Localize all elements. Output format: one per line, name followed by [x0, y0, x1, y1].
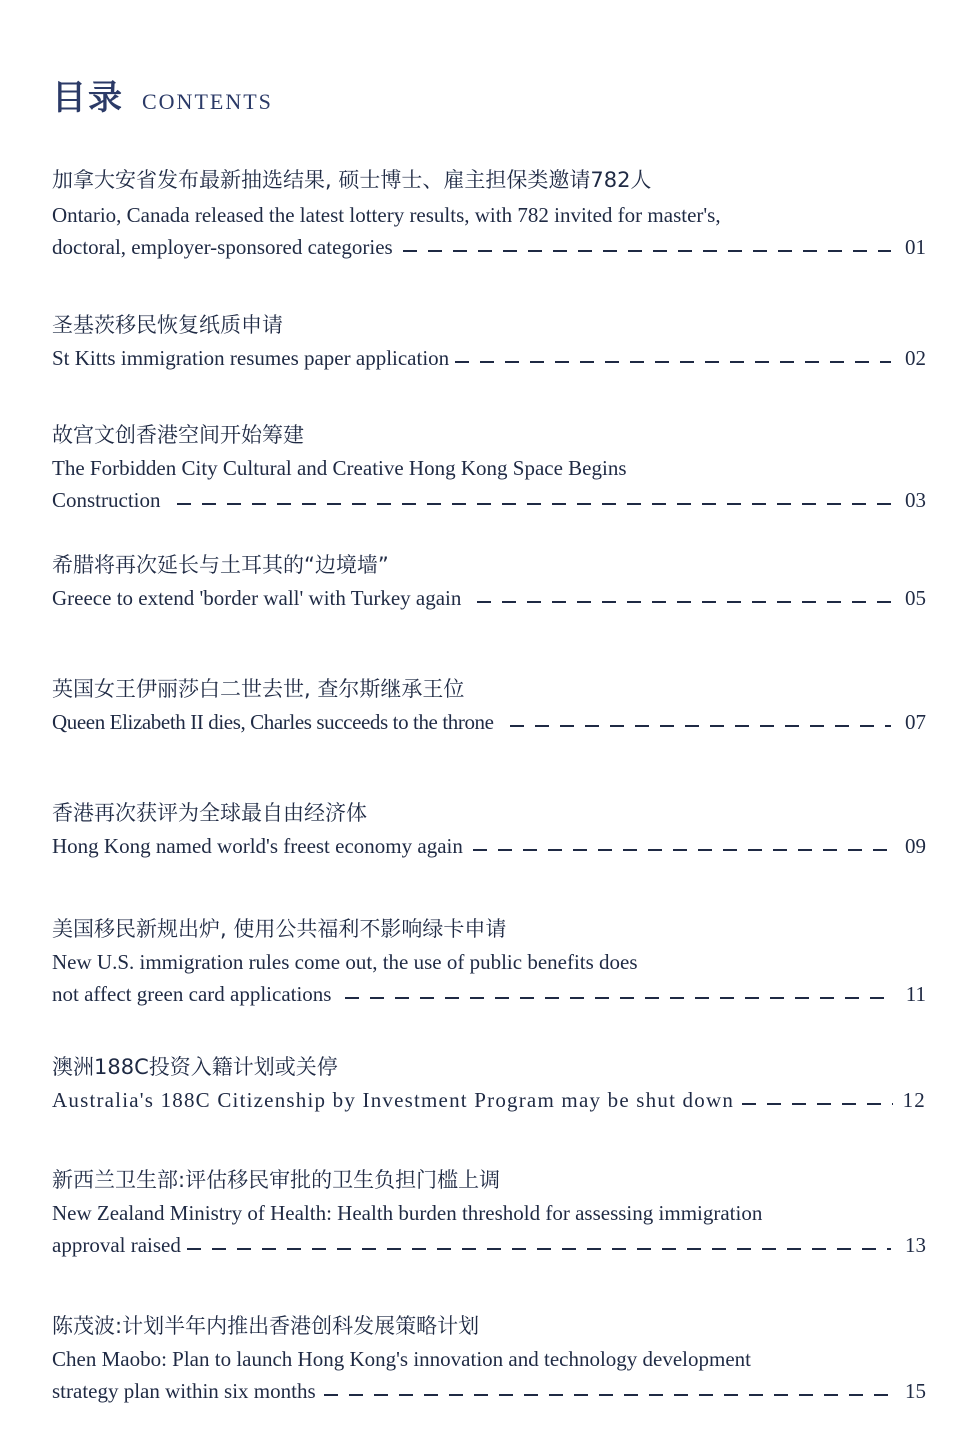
dot-leader [324, 1394, 891, 1396]
page-number: 01 [905, 235, 926, 259]
dot-leader [345, 997, 891, 999]
entry-title-zh: 美国移民新规出炉, 使用公共福利不影响绿卡申请 [52, 917, 507, 941]
entry-title-en: Queen Elizabeth II dies, Charles succeeds to the throne [52, 710, 494, 734]
entry-title-en-last [52, 978, 926, 1010]
toc-entry[interactable] [52, 914, 926, 1010]
toc-entry[interactable] [52, 310, 926, 374]
entry-title-en-line: New Zealand Ministry of Health: Health burden threshold for assessing immigration [52, 1201, 763, 1225]
toc-entry[interactable] [52, 1311, 926, 1407]
page-number: 13 [905, 1233, 926, 1257]
entry-title-en-last [52, 706, 926, 738]
entry-title-en-line: The Forbidden City Cultural and Creative Hong Kong Space Begins [52, 456, 627, 480]
entry-title-zh: 加拿大安省发布最新抽选结果, 硕士博士、雇主担保类邀请782人 [52, 168, 652, 192]
entry-title-en-last [52, 1084, 926, 1116]
entry-title-en: approval raised [52, 1233, 181, 1257]
entry-title-zh: 故宫文创香港空间开始筹建 [52, 423, 304, 447]
page-number: 02 [905, 346, 926, 370]
entry-title-zh: 英国女王伊丽莎白二世去世, 查尔斯继承王位 [52, 677, 465, 701]
page-number: 12 [902, 1088, 926, 1112]
entry-title-zh: 新西兰卫生部:评估移民审批的卫生负担门槛上调 [52, 1168, 501, 1192]
entry-title-en-last [52, 231, 926, 263]
entry-title-zh: 澳洲188C投资入籍计划或关停 [52, 1055, 338, 1079]
page-number: 07 [905, 710, 926, 734]
entry-title-zh: 圣基茨移民恢复纸质申请 [52, 313, 283, 337]
dot-leader [510, 725, 891, 727]
dot-leader [473, 849, 891, 851]
page-number: 15 [905, 1379, 926, 1403]
dot-leader [455, 361, 891, 363]
entry-title-en-last [52, 484, 926, 516]
entry-title-en: St Kitts immigration resumes paper application [52, 346, 450, 370]
entry-title-en-line: Chen Maobo: Plan to launch Hong Kong's innovation and technology development [52, 1347, 752, 1371]
entry-title-en: strategy plan within six months [52, 1379, 316, 1403]
toc-entry[interactable] [52, 420, 926, 516]
toc-entry[interactable] [52, 674, 926, 738]
page-number: 03 [905, 488, 926, 512]
entry-title-zh: 陈茂波:计划半年内推出香港创科发展策略计划 [52, 1314, 480, 1338]
entry-title-en-last [52, 830, 926, 862]
entry-title-en-line: New U.S. immigration rules come out, the use of public benefits does [52, 950, 638, 974]
entry-title-en-last [52, 582, 926, 614]
entry-title-en: not affect green card applications [52, 982, 332, 1006]
toc-entry[interactable] [52, 165, 926, 263]
toc-entry[interactable] [52, 1052, 926, 1116]
toc-entry[interactable] [52, 1165, 926, 1261]
dot-leader [187, 1248, 891, 1250]
entry-title-en: Greece to extend 'border wall' with Turkey again [52, 586, 462, 610]
dot-leader [477, 601, 891, 603]
dot-leader [403, 250, 891, 252]
entry-title-zh: 香港再次获评为全球最自由经济体 [52, 801, 367, 825]
entry-title-en-last [52, 342, 926, 374]
entry-title-en: doctoral, employer-sponsored categories [52, 235, 393, 259]
entry-title-en-last [52, 1375, 926, 1407]
dot-leader [742, 1103, 893, 1105]
page-number: 05 [905, 586, 926, 610]
toc-entry[interactable] [52, 550, 926, 614]
entry-title-en: Australia's 188C Citizenship by Investment Program may be shut down [52, 1088, 735, 1112]
entry-title-en: Hong Kong named world's freest economy again [52, 834, 463, 858]
entry-title-en-line: Ontario, Canada released the latest lottery results, with 782 invited for master's, [52, 203, 721, 227]
page-title [52, 70, 273, 119]
toc-entry[interactable] [52, 798, 926, 862]
title-english: CONTENTS [142, 89, 273, 114]
page-number: 09 [905, 834, 926, 858]
entry-title-en: Construction [52, 488, 161, 512]
entry-title-en-last [52, 1229, 926, 1261]
title-chinese: 目录 [52, 78, 124, 118]
entry-title-zh: 希腊将再次延长与土耳其的“边境墙” [52, 553, 389, 577]
dot-leader [177, 503, 892, 505]
page-number: 11 [905, 982, 926, 1006]
